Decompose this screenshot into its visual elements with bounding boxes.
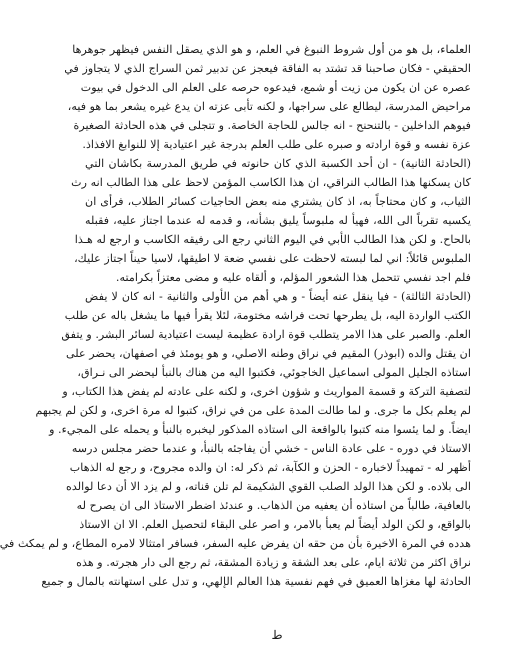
text-line: لتصفية التركة و قسمة المواريث و شؤون اخرى، و لكنه على عادته لم يفض هذا الكتاب، و — [62, 385, 471, 398]
text-line: أظهر له - تمهيداً لاخباره - الحزن و الكآبة، ثم ذكر له: ان والده مجروح، و رجع له الذهاب — [69, 461, 471, 474]
text-line: كان يسكنها هذا الطالب النراقي، ان هذا الكاسب المؤمن لاحظ على هذا الطالب انه رث — [71, 176, 471, 189]
text-line: مراحيض المدرسة، ليطالع على سراجها، و لكنه تأبى عزته ان يدع غيره يشعر بما هو فيه، — [67, 100, 471, 113]
text-line: هدده في المرة الاخيرة بأن من حقه ان يفرض عليه السفر، فسافر امتثالا لامره المطاع، و لم يمكث في — [0, 537, 471, 550]
text-line: ايضاً. و لما يئسوا منه كتبوا بالواقعة الى استاذه المذكور ليخبره بالنبأ و يحمله على المجيء. و — [49, 423, 471, 436]
text-line: الى بلاده. و لكن هذا الولد الصلب القوي الشكيمة لم تلن قناته، و لم يزد الا أن دعا لوالده — [65, 480, 471, 493]
text-line: عزة نفسه و قوة ارادته و صبره على طلب العلم بدرجة غير اعتيادية إلا للنوابغ الافذاذ. — [82, 138, 471, 151]
page-number: ط — [271, 628, 283, 642]
text-line: فلم اجد نفسي تتحمل هذا الشعور المؤلم، و ألقاه عليه و مضى معتزاً بكرامته. — [115, 271, 471, 284]
text-line: الملبوس قائلاً: اني لما لبسته لاحظت على نفسي ضعة لا اطيقها، لاسيا حيناً اجتاز عليك، — [74, 252, 471, 265]
text-line: الاستاذ في دوره - على عادة الناس - خشي أن يفاجئه بالنبأ، و عندما حضر مجلس درسه — [71, 442, 471, 455]
text-line: العلماء، بل هو من أول شروط النبوغ في العلم، و هو الذي يصقل النفس فيظهر جوهرها — [72, 43, 471, 56]
text-line: فيوهم الداخلين - بالتنحنح - انه جالس للحاجة الخاصة. و تتجلى في هذه الحادثة الصغيرة — [73, 119, 471, 132]
text-line: الحقيقي - فكان صاحبنا قد تشتد به الفاقة فيعجز عن تدبير ثمن السراج الذي لا يتجاوز في — [64, 62, 471, 75]
text-line: بالواقع، و لكن الولد أيضاً لم يعبأ بالامر، و اصر على البقاء لتحصيل العلم. الا ان الاستاذ — [79, 518, 471, 531]
text-line: يكسيه تقرباً الى الله، فهيأ له ملبوساً يليق بشأنه، و قدمه له عندما اجتاز عليه، فقبله — [85, 214, 471, 227]
text-line: (الحادثة الثالثة) - فيا ينقل عنه أيضاً - و هي أهم من الأولى والثانية - انه كان لا يفض — [85, 290, 471, 303]
text-line: نراق اكثر من ثلاثة ايام، على بعد الشقة و زيادة المشقة، ثم رجع الى دار هجرته. و هذه — [76, 556, 471, 569]
text-line: لم يعلم بكل ما جرى. و لما طالت المدة على من في نراق، كتبوا له مرة اخرى، و لكن لم يجبهم — [35, 404, 471, 417]
text-line: الكتب الواردة اليه، بل يطرحها تحت فراشه مختومة، لئلا يقرأ فيها ما يشغل باله عن طلب — [64, 309, 471, 322]
text-line: عصره عن ان يكون من زيت أو شمع، فيدعوه حرصه على العلم الى الدخول في بيوت — [80, 81, 471, 94]
text-line: بالعافية، طالباً من استاذه أن يعفيه من الذهاب. و عندئذ اضطر الاستاذ الى ان يصرح له — [76, 499, 471, 512]
text-line: ان يقتل والده (ابوذر) المقيم في نراق وطنه الاصلي، و هو يومئذ في اصفهان، يحضر على — [65, 347, 471, 360]
text-line: استاذه الجليل المولى اسماعيل الخاجوئي، فكتبوا اليه من هناك بالنبأ ليحضر الى نـراق، — [77, 366, 471, 379]
text-line: بالحاح. و لكن هذا الطالب الأبي في اليوم الثاني رجع الى رفيقه الكاسب و ارجع له هـذا — [74, 233, 471, 246]
text-line: العلم. والصبر على هذا الامر يتطلب قوة ارادة عظيمة ليست اعتيادية لسائر البشر. و يتفق — [61, 328, 471, 341]
text-line: الحادثة لها مغزاها العميق في فهم نفسية هذا العالم الإلهي، و تدل على استهانته بالمال و جميع — [41, 575, 471, 588]
body-text — [0, 40, 471, 591]
text-line: الثياب، و كان محتاجاً به، اذ كان يشتري منه بعض الحاجيات كسائر الطلاب، فرأى ان — [85, 195, 471, 208]
text-line: (الحادثة الثانية) - ان أحد الكسبة الذي كان حانوته في طريق المدرسة بكاشان التي — [85, 157, 471, 170]
